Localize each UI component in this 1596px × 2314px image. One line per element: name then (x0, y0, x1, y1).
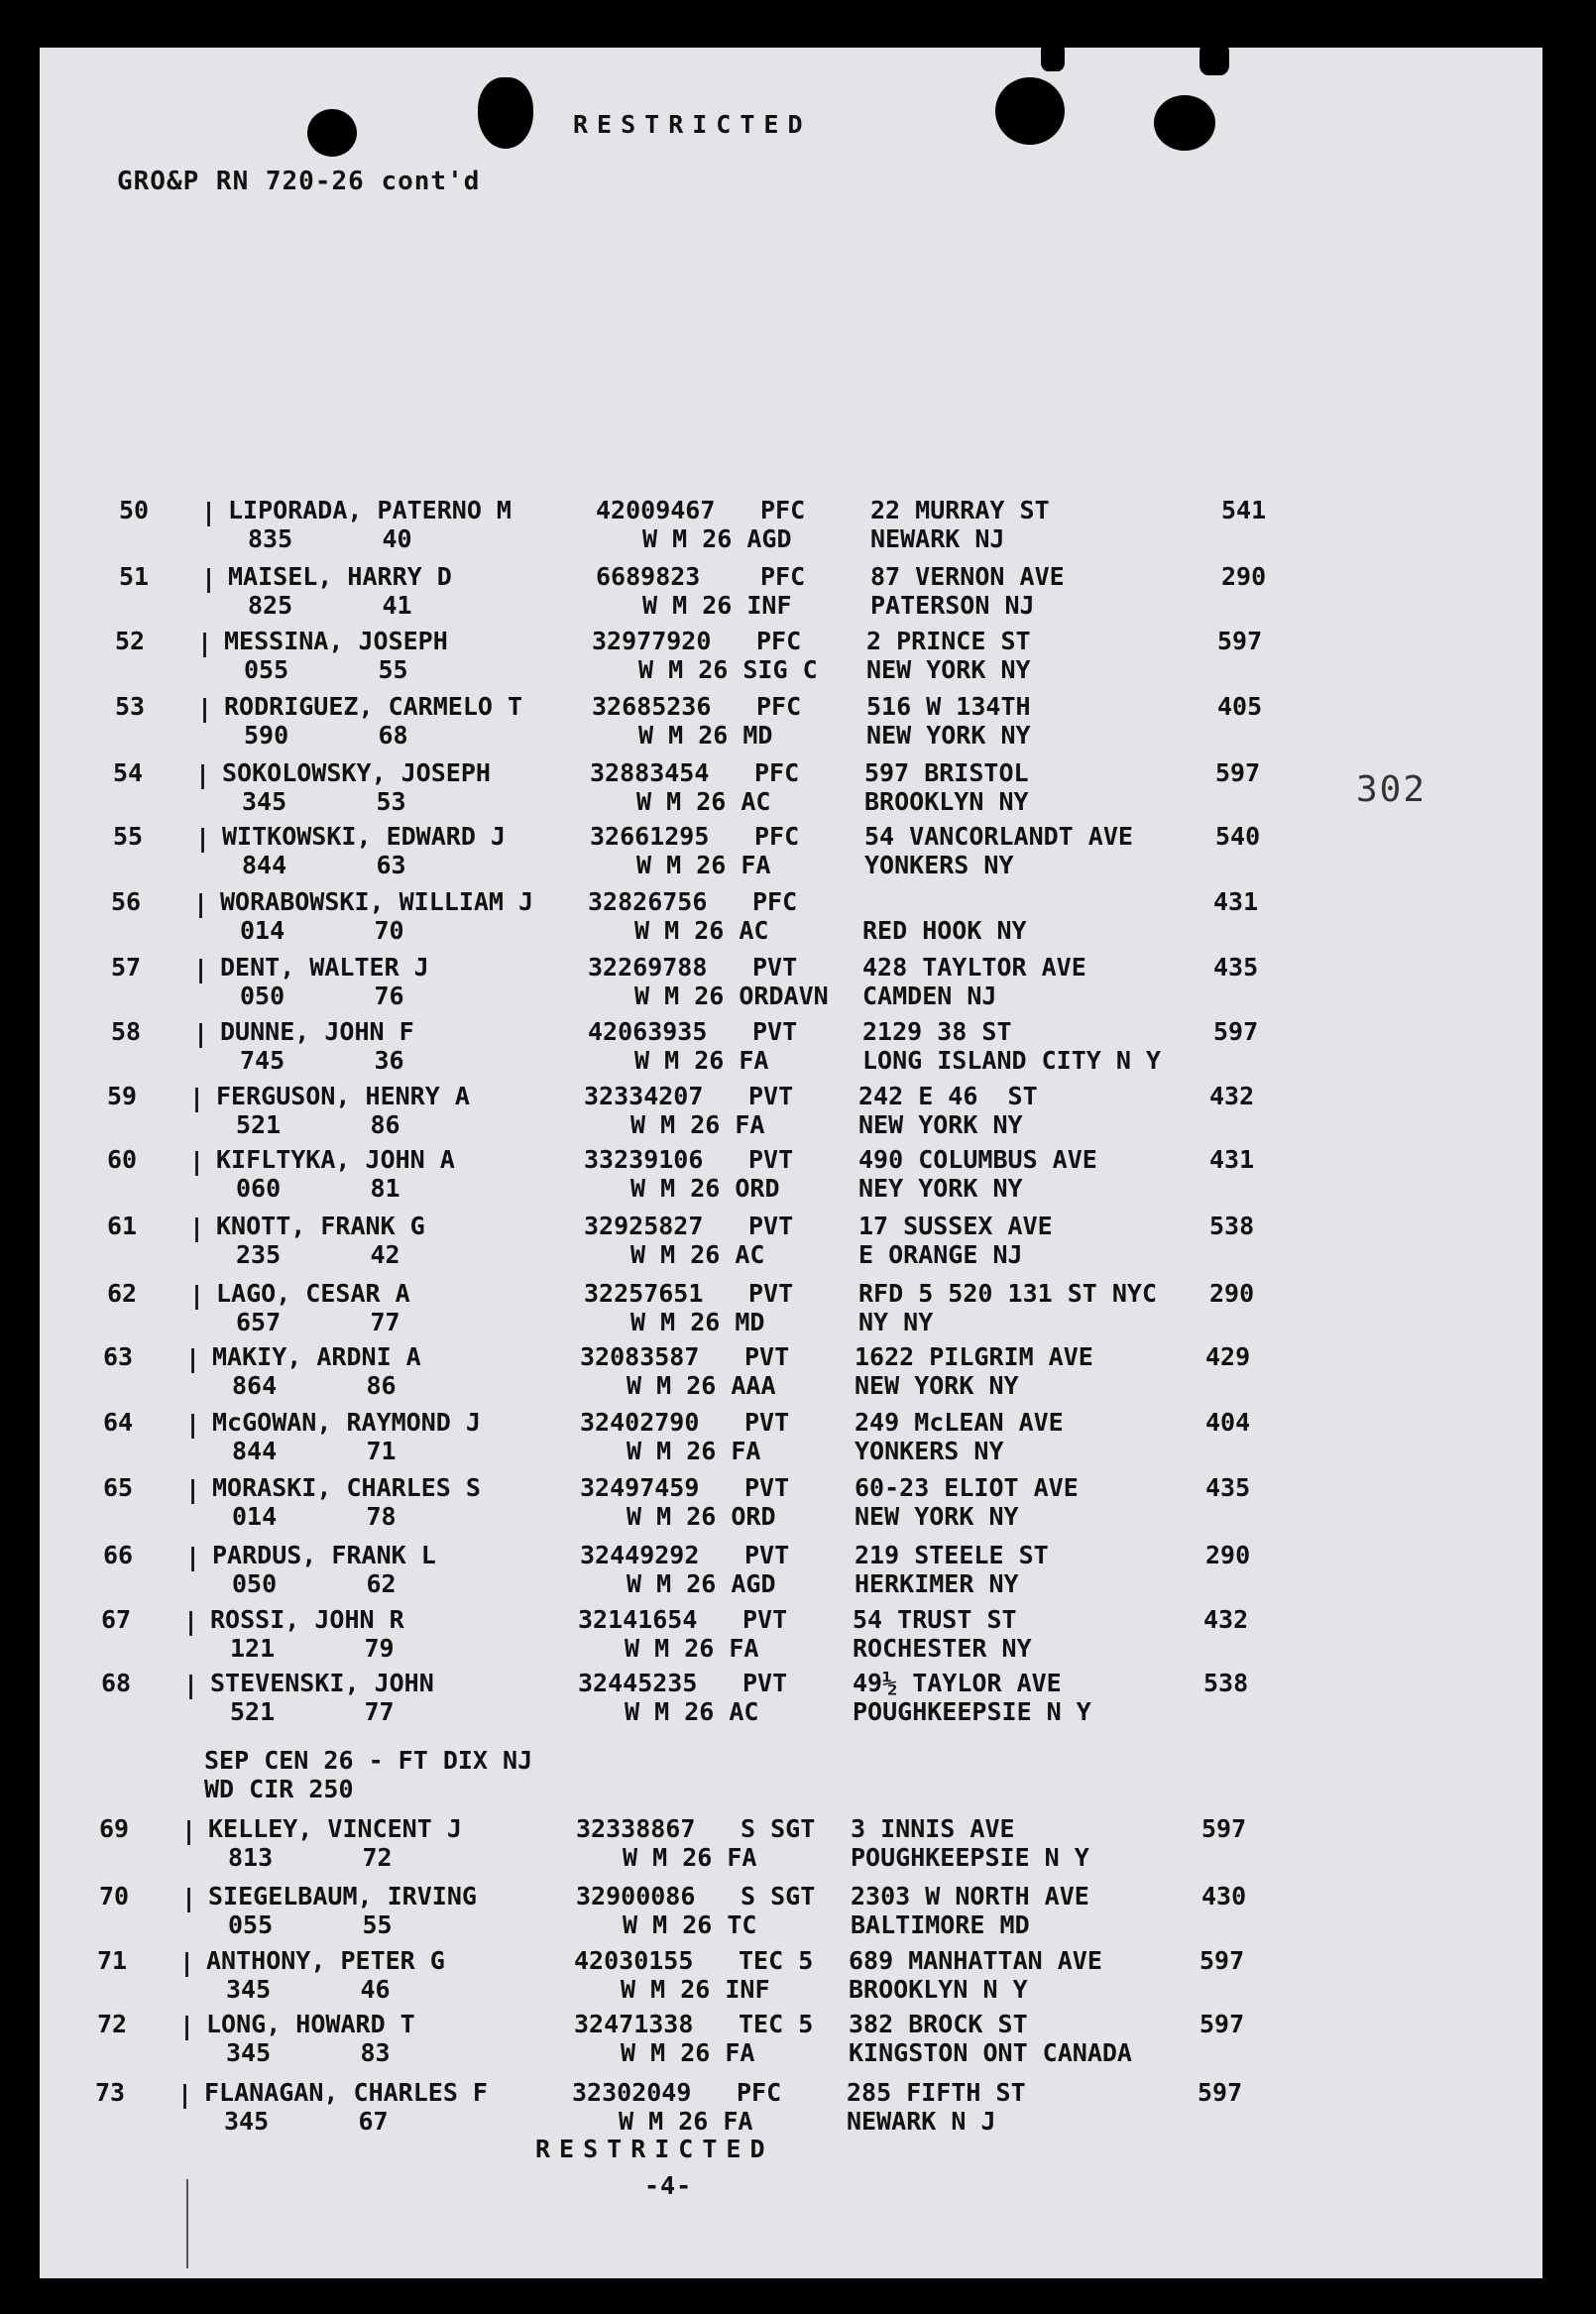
table-row (52, 562, 1554, 626)
row-category: W M 26 FA (636, 851, 771, 879)
row-grade: PVT (748, 1082, 794, 1110)
row-codes: 121 79 (230, 1634, 395, 1663)
row-category: W M 26 TC (623, 1910, 757, 1939)
row-grade: PVT (742, 1605, 788, 1634)
row-serial: 32497459 (580, 1473, 700, 1502)
row-category: W M 26 FA (619, 2107, 753, 2136)
row-reference: 597 (1199, 2010, 1245, 2038)
row-bar: | (201, 498, 217, 526)
roster-table (40, 48, 1542, 2278)
table-row (30, 2010, 1533, 2073)
row-serial: 6689823 (596, 562, 701, 591)
row-bar: | (189, 1281, 205, 1310)
row-address-line2: YONKERS NY (855, 1437, 1004, 1465)
row-grade: PFC (737, 2078, 782, 2107)
row-category: W M 26 FA (634, 1046, 769, 1075)
row-grade: PVT (748, 1212, 794, 1240)
row-category: W M 26 INF (621, 1975, 770, 2004)
row-name: ROSSI, JOHN R (210, 1605, 404, 1634)
table-row (44, 953, 1546, 1016)
row-reference: 597 (1199, 1946, 1245, 1975)
row-grade: PVT (744, 1473, 790, 1502)
row-sequence: 64 (103, 1408, 134, 1437)
row-bar: | (193, 1019, 209, 1048)
row-address-line2: CAMDEN NJ (862, 982, 997, 1010)
row-sequence: 50 (119, 496, 150, 524)
row-sequence: 66 (103, 1541, 134, 1569)
row-reference: 431 (1209, 1145, 1255, 1174)
row-grade: PVT (752, 953, 798, 982)
row-name: WITKOWSKI, EDWARD J (222, 822, 506, 851)
table-row (52, 496, 1554, 559)
table-row (32, 1814, 1535, 1878)
row-sequence: 65 (103, 1473, 134, 1502)
row-category: W M 26 FA (621, 2038, 755, 2067)
row-address-line1: 490 COLUMBUS AVE (858, 1145, 1097, 1174)
row-name: KELLEY, VINCENT J (208, 1814, 462, 1843)
row-grade: PVT (748, 1279, 794, 1308)
row-sequence: 53 (115, 692, 146, 721)
row-bar: | (197, 694, 213, 723)
row-grade: PVT (744, 1342, 790, 1371)
row-codes: 014 78 (232, 1502, 397, 1531)
row-address-line1: 2303 W NORTH AVE (851, 1882, 1089, 1910)
row-category: W M 26 AGD (642, 524, 792, 553)
row-name: FERGUSON, HENRY A (216, 1082, 470, 1110)
row-name: MORASKI, CHARLES S (212, 1473, 481, 1502)
row-name: LIPORADA, PATERNO M (228, 496, 512, 524)
row-codes: 521 77 (230, 1697, 395, 1726)
row-address-line1: 22 MURRAY ST (870, 496, 1050, 524)
row-serial: 42063935 (588, 1017, 708, 1046)
row-codes: 014 70 (240, 916, 404, 945)
table-row (32, 1882, 1535, 1945)
row-grade: PFC (752, 887, 798, 916)
row-grade: PVT (744, 1541, 790, 1569)
row-category: W M 26 AC (630, 1240, 765, 1269)
row-codes: 835 40 (248, 524, 412, 553)
table-row (36, 1342, 1539, 1406)
table-row (46, 758, 1548, 822)
header-restricted: RESTRICTED (573, 110, 812, 139)
row-reference: 597 (1213, 1017, 1259, 1046)
row-category: W M 26 MD (638, 721, 773, 750)
table-row (44, 1017, 1546, 1081)
row-grade: PFC (756, 627, 802, 655)
row-grade: PFC (754, 758, 800, 787)
row-bar: | (181, 1884, 197, 1912)
row-bar: | (193, 955, 209, 983)
row-name: MAISEL, HARRY D (228, 562, 452, 591)
row-reference: 290 (1221, 562, 1267, 591)
row-grade: PFC (756, 692, 802, 721)
row-address-line2: NEW YORK NY (855, 1371, 1019, 1400)
row-reference: 435 (1213, 953, 1259, 982)
row-category: W M 26 ORD (627, 1502, 776, 1531)
row-address-line1: 2 PRINCE ST (866, 627, 1031, 655)
row-name: LAGO, CESAR A (216, 1279, 410, 1308)
row-codes: 345 67 (224, 2107, 389, 2136)
row-name: RODRIGUEZ, CARMELO T (224, 692, 523, 721)
row-bar: | (189, 1214, 205, 1242)
row-category: W M 26 ORDAVN (634, 982, 829, 1010)
row-sequence: 54 (113, 758, 144, 787)
row-category: W M 26 FA (630, 1110, 765, 1139)
row-address-line2: NEY YORK NY (858, 1174, 1023, 1203)
row-name: DENT, WALTER J (220, 953, 429, 982)
table-row (40, 1212, 1542, 1275)
table-row (34, 1669, 1537, 1732)
row-serial: 32334207 (584, 1082, 704, 1110)
row-serial: 32900086 (576, 1882, 696, 1910)
row-sequence: 51 (119, 562, 150, 591)
row-reference: 538 (1203, 1669, 1249, 1697)
row-serial: 32471338 (574, 2010, 694, 2038)
row-bar: | (179, 2012, 195, 2040)
row-address-line2: BALTIMORE MD (851, 1910, 1030, 1939)
row-serial: 32141654 (578, 1605, 698, 1634)
row-serial: 32883454 (590, 758, 710, 787)
row-bar: | (177, 2080, 193, 2109)
row-codes: 864 86 (232, 1371, 397, 1400)
document-page (40, 48, 1542, 2278)
row-grade: PFC (760, 562, 806, 591)
row-codes: 050 76 (240, 982, 404, 1010)
row-sequence: 73 (95, 2078, 126, 2107)
row-codes: 590 68 (244, 721, 408, 750)
row-name: ANTHONY, PETER G (206, 1946, 445, 1975)
row-category: W M 26 MD (630, 1308, 765, 1336)
row-address-line2: NEWARK N J (847, 2107, 996, 2136)
row-sequence: 63 (103, 1342, 134, 1371)
row-sequence: 70 (99, 1882, 130, 1910)
row-bar: | (185, 1543, 201, 1571)
row-serial: 32977920 (592, 627, 712, 655)
table-row (30, 1946, 1533, 2010)
row-grade: TEC 5 (739, 2010, 814, 2038)
row-address-line1: 219 STEELE ST (855, 1541, 1049, 1569)
row-serial: 32685236 (592, 692, 712, 721)
row-serial: 32826756 (588, 887, 708, 916)
row-codes: 345 53 (242, 787, 406, 816)
row-name: MESSINA, JOSEPH (224, 627, 448, 655)
row-codes: 813 72 (228, 1843, 393, 1872)
row-sequence: 58 (111, 1017, 142, 1046)
row-reference: 290 (1209, 1279, 1255, 1308)
row-serial: 32925827 (584, 1212, 704, 1240)
table-row (36, 1408, 1539, 1471)
row-codes: 235 42 (236, 1240, 400, 1269)
row-grade: S SGT (741, 1814, 816, 1843)
row-address-line1: 17 SUSSEX AVE (858, 1212, 1053, 1240)
row-address-line2: NY NY (858, 1308, 934, 1336)
row-address-line1: 242 E 46 ST (858, 1082, 1038, 1110)
row-address-line2: POUGHKEEPSIE N Y (853, 1697, 1091, 1726)
row-address-line2: NEWARK NJ (870, 524, 1005, 553)
row-grade: TEC 5 (739, 1946, 814, 1975)
row-bar: | (185, 1475, 201, 1504)
row-address-line1: 382 BROCK ST (849, 2010, 1028, 2038)
row-codes: 050 62 (232, 1569, 397, 1598)
row-name: STEVENSKI, JOHN (210, 1669, 434, 1697)
row-grade: PVT (752, 1017, 798, 1046)
row-name: LONG, HOWARD T (206, 2010, 415, 2038)
row-address-line2: HERKIMER NY (855, 1569, 1019, 1598)
row-category: W M 26 FA (627, 1437, 761, 1465)
row-codes: 745 36 (240, 1046, 404, 1075)
row-category: W M 26 AGD (627, 1569, 776, 1598)
row-name: KIFLTYKA, JOHN A (216, 1145, 455, 1174)
row-address-line1: 285 FIFTH ST (847, 2078, 1026, 2107)
row-address-line1: 516 W 134TH (866, 692, 1031, 721)
table-row (44, 887, 1546, 951)
row-reference: 597 (1197, 2078, 1243, 2107)
row-name: FLANAGAN, CHARLES F (204, 2078, 488, 2107)
row-codes: 521 86 (236, 1110, 400, 1139)
row-codes: 844 71 (232, 1437, 397, 1465)
row-address-line2: ROCHESTER NY (853, 1634, 1032, 1663)
row-address-line1: 249 McLEAN AVE (855, 1408, 1064, 1437)
row-category: W M 26 ORD (630, 1174, 780, 1203)
row-serial: 32338867 (576, 1814, 696, 1843)
row-category: W M 26 AAA (627, 1371, 776, 1400)
row-sequence: 71 (97, 1946, 128, 1975)
row-codes: 825 41 (248, 591, 412, 620)
row-serial: 32445235 (578, 1669, 698, 1697)
row-address-line2: NEW YORK NY (858, 1110, 1023, 1139)
row-address-line1: 428 TAYLTOR AVE (862, 953, 1086, 982)
row-sequence: 55 (113, 822, 144, 851)
row-reference: 597 (1201, 1814, 1247, 1843)
row-sequence: 68 (101, 1669, 132, 1697)
row-serial: 32257651 (584, 1279, 704, 1308)
row-codes: 055 55 (244, 655, 408, 684)
row-reference: 290 (1205, 1541, 1251, 1569)
row-name: DUNNE, JOHN F (220, 1017, 414, 1046)
row-address-line2: BROOKLYN NY (864, 787, 1029, 816)
row-address-line1: 54 TRUST ST (853, 1605, 1017, 1634)
row-name: PARDUS, FRANK L (212, 1541, 436, 1569)
row-reference: 432 (1209, 1082, 1255, 1110)
row-bar: | (201, 564, 217, 593)
row-grade: PVT (742, 1669, 788, 1697)
row-serial: 32302049 (572, 2078, 692, 2107)
row-sequence: 59 (107, 1082, 138, 1110)
row-reference: 432 (1203, 1605, 1249, 1634)
row-reference: 404 (1205, 1408, 1251, 1437)
row-grade: PFC (754, 822, 800, 851)
page-number: -4- (644, 2171, 693, 2200)
row-address-line1: 60-23 ELIOT AVE (855, 1473, 1079, 1502)
row-codes: 657 77 (236, 1308, 400, 1336)
table-row (28, 2078, 1531, 2141)
row-grade: S SGT (741, 1882, 816, 1910)
row-address-line2: NEW YORK NY (855, 1502, 1019, 1531)
row-bar: | (189, 1147, 205, 1176)
row-category: W M 26 AC (636, 787, 771, 816)
row-serial: 32661295 (590, 822, 710, 851)
row-serial: 42030155 (574, 1946, 694, 1975)
row-bar: | (183, 1671, 199, 1699)
row-sequence: 72 (97, 2010, 128, 2038)
side-page-number: 302 (1356, 769, 1427, 810)
row-address-line1: 87 VERNON AVE (870, 562, 1065, 591)
row-sequence: 60 (107, 1145, 138, 1174)
row-reference: 597 (1217, 627, 1263, 655)
row-category: W M 26 FA (625, 1634, 759, 1663)
row-sequence: 67 (101, 1605, 132, 1634)
row-address-line2: RED HOOK NY (862, 916, 1027, 945)
table-row (36, 1541, 1539, 1604)
row-bar: | (185, 1410, 201, 1439)
separator-note-2: WD CIR 250 (204, 1775, 354, 1803)
table-row (34, 1605, 1537, 1669)
group-reference: GRO&P RN 720-26 cont'd (117, 167, 481, 196)
row-bar: | (183, 1607, 199, 1636)
row-bar: | (181, 1816, 197, 1845)
row-name: SIEGELBAUM, IRVING (208, 1882, 477, 1910)
row-address-line2: PATERSON NJ (870, 591, 1035, 620)
row-serial: 42009467 (596, 496, 716, 524)
table-row (40, 1279, 1542, 1342)
row-bar: | (189, 1084, 205, 1112)
row-address-line1: 49½ TAYLOR AVE (853, 1669, 1062, 1697)
row-reference: 430 (1201, 1882, 1247, 1910)
row-category: W M 26 FA (623, 1843, 757, 1872)
row-sequence: 61 (107, 1212, 138, 1240)
row-address-line1: 2129 38 ST (862, 1017, 1012, 1046)
row-serial: 32402790 (580, 1408, 700, 1437)
row-address-line2: YONKERS NY (864, 851, 1014, 879)
row-name: WORABOWSKI, WILLIAM J (220, 887, 534, 916)
separator-note-1: SEP CEN 26 - FT DIX NJ (204, 1746, 533, 1775)
row-address-line2: POUGHKEEPSIE N Y (851, 1843, 1089, 1872)
row-reference: 538 (1209, 1212, 1255, 1240)
row-address-line2: KINGSTON ONT CANADA (849, 2038, 1132, 2067)
margin-line (186, 2179, 188, 2268)
row-category: W M 26 AC (625, 1697, 759, 1726)
row-address-line1: RFD 5 520 131 ST NYC (858, 1279, 1158, 1308)
row-name: SOKOLOWSKY, JOSEPH (222, 758, 491, 787)
row-reference: 431 (1213, 887, 1259, 916)
row-reference: 541 (1221, 496, 1267, 524)
row-sequence: 62 (107, 1279, 138, 1308)
row-address-line1: 1622 PILGRIM AVE (855, 1342, 1093, 1371)
row-bar: | (185, 1344, 201, 1373)
table-row (48, 627, 1550, 690)
row-address-line2: BROOKLYN N Y (849, 1975, 1028, 2004)
row-codes: 345 46 (226, 1975, 391, 2004)
row-bar: | (195, 760, 211, 789)
row-serial: 32083587 (580, 1342, 700, 1371)
row-codes: 060 81 (236, 1174, 400, 1203)
row-serial: 32449292 (580, 1541, 700, 1569)
row-bar: | (193, 889, 209, 918)
row-bar: | (195, 824, 211, 853)
row-grade: PVT (748, 1145, 794, 1174)
row-name: KNOTT, FRANK G (216, 1212, 425, 1240)
table-row (36, 1473, 1539, 1537)
row-reference: 435 (1205, 1473, 1251, 1502)
row-serial: 32269788 (588, 953, 708, 982)
row-reference: 429 (1205, 1342, 1251, 1371)
row-sequence: 57 (111, 953, 142, 982)
row-address-line1: 3 INNIS AVE (851, 1814, 1015, 1843)
row-sequence: 56 (111, 887, 142, 916)
row-bar: | (197, 629, 213, 657)
table-row (40, 1082, 1542, 1145)
row-address-line2: LONG ISLAND CITY N Y (862, 1046, 1162, 1075)
row-reference: 597 (1215, 758, 1261, 787)
row-address-line1: 597 BRISTOL (864, 758, 1029, 787)
row-address-line1: 54 VANCORLANDT AVE (864, 822, 1133, 851)
row-sequence: 52 (115, 627, 146, 655)
row-reference: 540 (1215, 822, 1261, 851)
row-grade: PVT (744, 1408, 790, 1437)
row-category: W M 26 AC (634, 916, 769, 945)
row-address-line2: NEW YORK NY (866, 655, 1031, 684)
table-row (46, 822, 1548, 885)
row-codes: 345 83 (226, 2038, 391, 2067)
row-grade: PFC (760, 496, 806, 524)
table-row (48, 692, 1550, 755)
footer-restricted: RESTRICTED (535, 2135, 774, 2163)
row-bar: | (179, 1948, 195, 1977)
row-reference: 405 (1217, 692, 1263, 721)
row-category: W M 26 INF (642, 591, 792, 620)
row-sequence: 69 (99, 1814, 130, 1843)
row-codes: 844 63 (242, 851, 406, 879)
row-address-line2: E ORANGE NJ (858, 1240, 1023, 1269)
row-address-line1: 689 MANHATTAN AVE (849, 1946, 1102, 1975)
row-name: MAKIY, ARDNI A (212, 1342, 421, 1371)
table-row (40, 1145, 1542, 1209)
row-address-line2: NEW YORK NY (866, 721, 1031, 750)
row-codes: 055 55 (228, 1910, 393, 1939)
row-category: W M 26 SIG C (638, 655, 818, 684)
row-name: McGOWAN, RAYMOND J (212, 1408, 481, 1437)
row-serial: 33239106 (584, 1145, 704, 1174)
